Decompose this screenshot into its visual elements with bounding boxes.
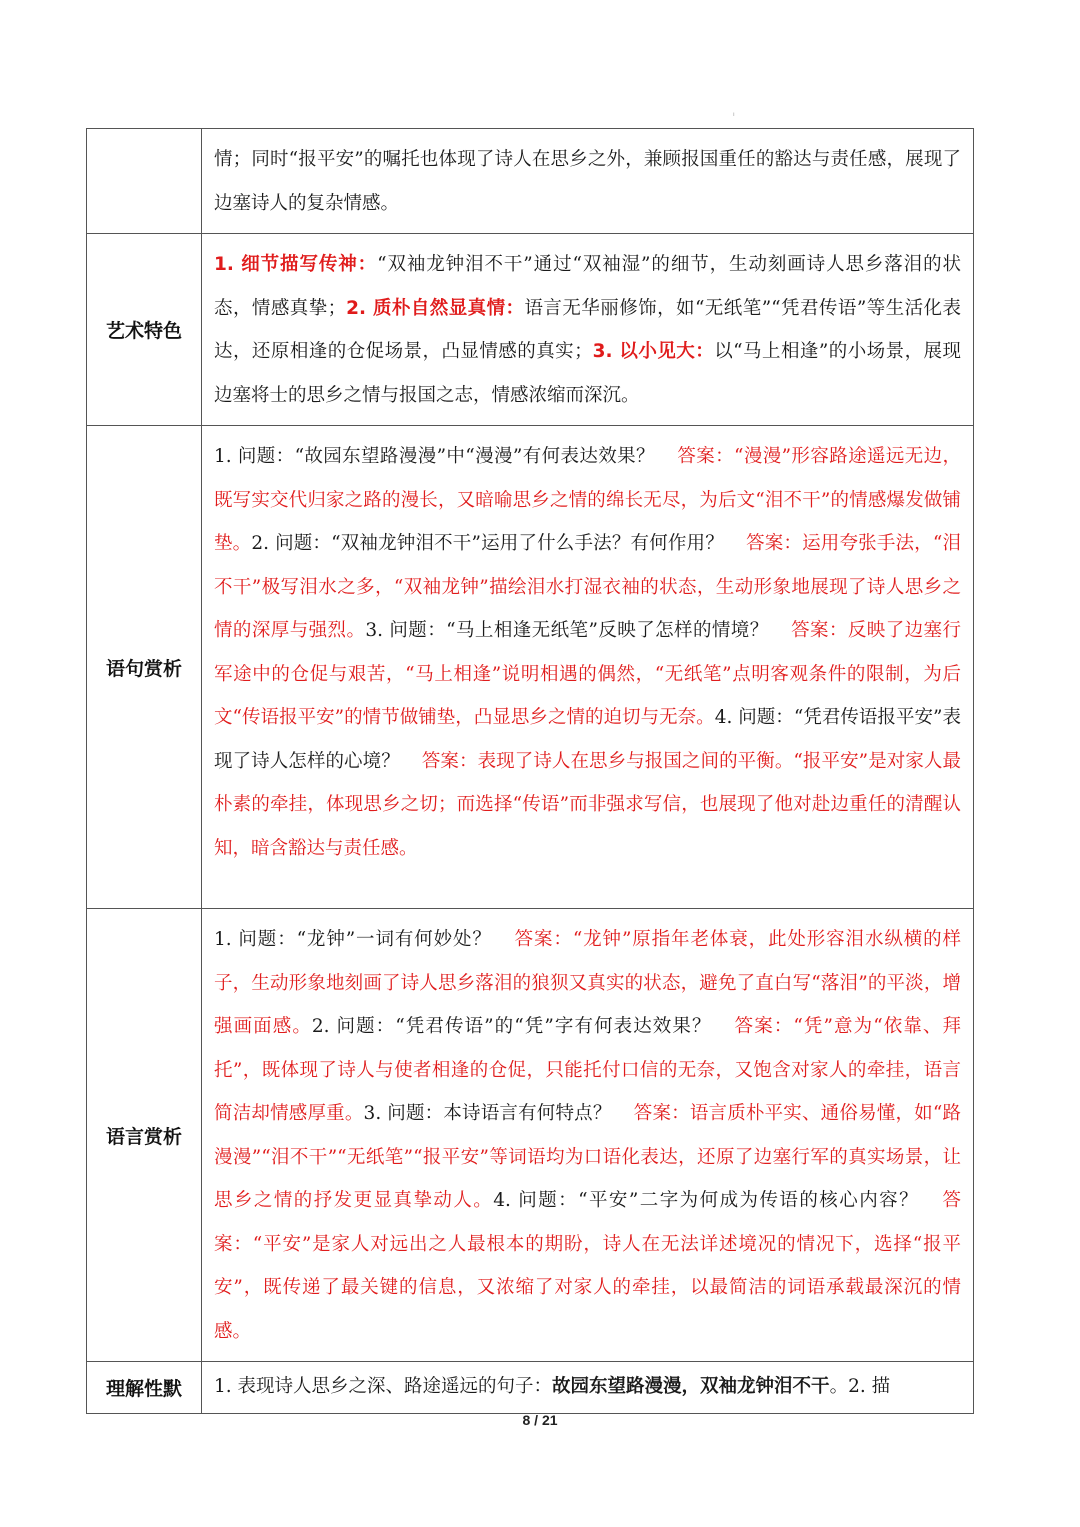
memorization-lead: 1. 表现诗人思乡之深、路途遥远的句子： xyxy=(214,1376,553,1397)
feature-3-heading: 3. 以小见大： xyxy=(592,341,715,362)
question-2: 2. 问题：“凭君传语”的“凭”字有何表达效果？ xyxy=(311,1016,712,1037)
continued-text xyxy=(202,129,974,234)
row-label-art-features: 艺术特色 xyxy=(87,234,202,426)
question-1: 1. 问题：“龙钟”一词有何妙处？ xyxy=(214,929,492,950)
table-row xyxy=(87,234,974,426)
sentence-analysis-content xyxy=(202,426,974,909)
question-2: 2. 问题：“双袖龙钟泪不干”运用了什么手法？有何作用？ xyxy=(251,533,724,554)
continued-paragraph: 情；同时“报平安”的嘱托也体现了诗人在思乡之外，兼顾报国重任的豁达与责任感，展现了边塞诗人的复杂情感。 xyxy=(214,149,961,214)
answer-2: 答案：“凭”意为“依靠、拜托”，既体现了诗人与使者相逢的仓促，只能托付口信的无奈，又饱含对家人的牵挂，语言简洁却情感厚重。 xyxy=(214,1016,961,1124)
answer-4: 答案：“平安”是家人对远出之人最根本的期盼，诗人在无法详述境况的情况下，选择“报平安”，既传递了最关键的信息，又浓缩了对家人的牵挂，以最简洁的词语承载最深沉的情感。 xyxy=(214,1190,961,1342)
row-label-language-analysis: 语言赏析 xyxy=(87,909,202,1362)
question-4: 4. 问题：“平安”二字为何成为传语的核心内容？ xyxy=(493,1190,920,1211)
question-4: 4. 问题：“凭君传语报平安”表现了诗人怎样的心境？ xyxy=(214,707,961,772)
feature-1-heading: 1. 细节描写传神： xyxy=(214,254,378,275)
table-row xyxy=(87,1362,974,1414)
row-label-empty xyxy=(87,129,202,234)
memorization-answer: 故园东望路漫漫，双袖龙钟泪不干 xyxy=(552,1376,830,1397)
row-label-memorization: 理解性默 xyxy=(87,1362,202,1414)
answer-1: 答案：“漫漫”形容路途遥远无边，既写实交代归家之路的漫长，又暗喻思乡之情的绵长无尽，为后文“泪不干”的情感爆发做铺垫。 xyxy=(214,446,961,554)
feature-1-text: “双袖龙钟泪不干”通过“双袖湿”的细节，生动刻画诗人思乡落泪的状态，情感真挚； xyxy=(214,254,961,319)
feature-2-heading: 2. 质朴自然显真情： xyxy=(346,297,525,319)
feature-3-text: 以“马上相逢”的小场景，展现边塞将士的思乡之情与报国之志，情感浓缩而深沉。 xyxy=(214,341,961,406)
question-3: 3. 问题：“马上相逢无纸笔”反映了怎样的情境？ xyxy=(365,620,769,641)
page-mark: ı xyxy=(733,112,735,118)
language-analysis-content xyxy=(202,909,974,1362)
answer-3: 答案：反映了边塞行军途中的仓促与艰苦，“马上相逢”说明相遇的偶然，“无纸笔”点明客观条件的限制，为后文“传语报平安”的情节做铺垫，凸显思乡之情的迫切与无奈。 xyxy=(214,620,961,728)
row-label-sentence-analysis: 语句赏析 xyxy=(87,426,202,909)
table-row xyxy=(87,426,974,909)
art-features-content xyxy=(202,234,974,426)
answer-4: 答案：表现了诗人在思乡与报国之间的平衡。“报平安”是对家人最朴素的牵挂，体现思乡之切；而选择“传语”而非强求写信，也展现了他对赴边重任的清醒认知，暗含豁达与责任感。 xyxy=(214,750,961,859)
answer-3: 答案：语言质朴平实、通俗易懂，如“路漫漫”“泪不干”“无纸笔”“报平安”等词语均为口语化表达，还原了边塞行军的真实场景，让思乡之情的抒发更显真挚动人。 xyxy=(214,1103,961,1211)
feature-2-text: 语言无华丽修饰，如“无纸笔”“凭君传语”等生活化表达，还原相逢的仓促场景，凸显情感的真实； xyxy=(214,297,961,362)
analysis-table xyxy=(86,128,974,1414)
memorization-content xyxy=(202,1362,974,1414)
answer-1: 答案：“龙钟”原指年老体衰，此处形容泪水纵横的样子，生动形象地刻画了诗人思乡落泪的狼狈又真实的状态，避免了直白写“落泪”的平淡，增强画面感。 xyxy=(214,929,961,1037)
table-row xyxy=(87,909,974,1362)
page-number: 8 / 21 xyxy=(522,1412,558,1428)
memorization-tail: 。2. 描 xyxy=(829,1376,891,1397)
table-row xyxy=(87,129,974,234)
answer-2: 答案：运用夸张手法，“泪不干”极写泪水之多，“双袖龙钟”描绘泪水打湿衣袖的状态，生动形象地展现了诗人思乡之情的深厚与强烈。 xyxy=(214,533,961,641)
question-3: 3. 问题：本诗语言有何特点？ xyxy=(363,1103,612,1124)
question-1: 1. 问题：“故园东望路漫漫”中“漫漫”有何表达效果？ xyxy=(214,446,655,467)
